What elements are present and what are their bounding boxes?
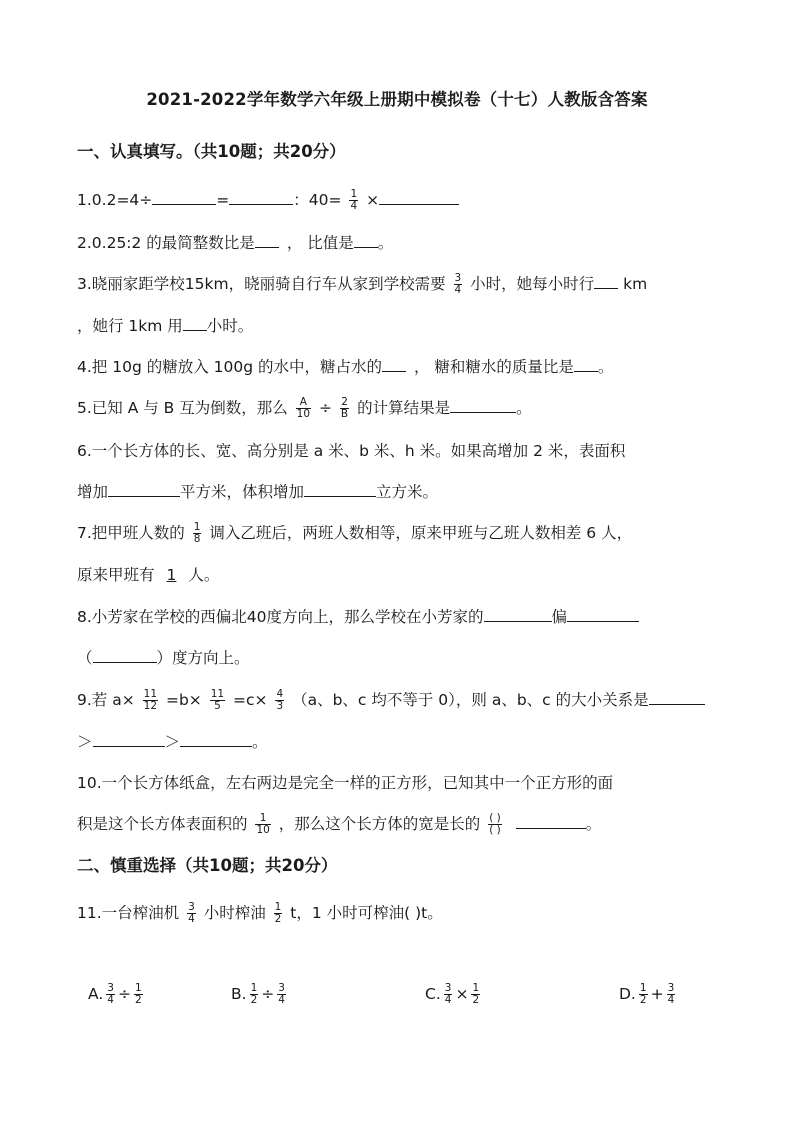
q8-text-d: ）度方向上。 [156,649,250,667]
q6-text-c: 平方米，体积增加 [180,483,305,501]
q9-gt-1: ＞ [77,733,93,751]
q10-fraction: $\frac{1}{10}$ [256,812,270,836]
q6-blank-2[interactable] [304,482,376,497]
q11-text-c: t，1 小时可榨油( )t。 [290,904,443,922]
q2-text-b: ， 比值是 [286,234,354,252]
q9-text-b: =b× [165,691,202,709]
question-9 [77,688,705,712]
q3-text-e: 小时。 [206,317,254,335]
q1-text-a: 1.0.2=4÷ [77,191,153,209]
q9-fraction-3: $\frac{4}{3}$ [276,688,284,712]
q3-text-c: km [623,275,648,293]
q5-text-a: 5.已知 A 与 B 互为倒数，那么 [77,399,288,417]
question-6-cont [77,480,438,502]
question-8-cont [77,646,250,668]
q1-text-d: × [366,191,380,209]
q11-text-a: 11.一台榨油机 [77,904,180,922]
q8-blank-3[interactable] [93,648,157,663]
question-6 [77,439,625,461]
q8-text-b: 偏 [551,608,568,626]
q10-text-d: 。 [585,815,602,833]
q9-gt-2: ＞ [164,733,181,751]
q5-text-b: 的计算结果是 [357,399,451,417]
question-8 [77,605,639,627]
option-b[interactable]: B. $\frac{1}{2}$ ÷ $\frac{3}{4}$ [231,982,285,1006]
q5-operator: ÷ [318,399,332,417]
q4-text-a: 4.把 10g 的糖放入 100g 的水中，糖占水的 [77,358,382,376]
q4-blank-2[interactable] [574,357,598,372]
q7-text-d: 人。 [188,566,220,584]
q3-blank-2[interactable] [183,316,207,331]
q2-blank-1[interactable] [255,233,279,248]
question-3 [77,272,647,296]
q3-text-b: 小时，她每小时行 [470,275,595,293]
q3-text-d: ，她行 1km 用 [77,317,183,335]
q8-text-a: 8.小芳家在学校的西偏北40度方向上，那么学校在小芳家的 [77,608,484,626]
question-9-cont [77,730,268,752]
question-7-cont [77,563,219,585]
q1-blank-3[interactable] [379,190,459,205]
q7-text-a: 7.把甲班人数的 [77,524,185,542]
q6-text-b: 增加 [77,483,109,501]
q9-fraction-2: $\frac{11}{5}$ [210,688,225,712]
q9-blank-1[interactable] [649,690,705,705]
q2-text-c: 。 [377,234,394,252]
q3-blank-1[interactable] [594,274,618,289]
q10-text-a: 10.一个长方体纸盒，左右两边是完全一样的正方形，已知其中一个正方形的面 [77,774,614,792]
q6-text-d: 立方米。 [376,483,439,501]
q10-fraction-blank: $\frac{( )}{( )}$ [489,812,501,836]
q5-fraction-2: $\frac{2}{B}$ [340,396,349,420]
q10-text-c: ，那么这个长方体的宽是长的 [278,815,481,833]
question-11 [77,901,443,925]
q8-text-c: （ [77,649,93,667]
q6-blank-1[interactable] [108,482,180,497]
q4-text-b: ， 糖和糖水的质量比是 [413,358,574,376]
q11-fraction-2: $\frac{1}{2}$ [274,901,282,925]
q7-text-b: 调入乙班后，两班人数相等，原来甲班与乙班人数相差 6 人， [209,524,633,542]
q10-text-b: 积是这个长方体表面积的 [77,815,248,833]
q9-end: 。 [252,733,268,751]
question-10 [77,771,613,793]
q2-text-a: 2.0.25:2 的最简整数比是 [77,234,255,252]
q2-blank-2[interactable] [354,233,378,248]
option-c[interactable]: C. $\frac{3}{4}$ × $\frac{1}{2}$ [425,982,480,1006]
option-a[interactable]: A. $\frac{3}{4}$ ÷ $\frac{1}{2}$ [88,982,142,1006]
q8-blank-2[interactable] [567,607,639,622]
question-4 [77,355,613,377]
q5-fraction-1: $\frac{A}{10}$ [296,396,311,420]
question-2 [77,231,393,253]
q9-text-d: （a、b、c 均不等于 0），则 a、b、c 的大小关系是 [292,691,649,709]
q1-blank-1[interactable] [152,190,216,205]
q4-blank-1[interactable] [382,357,406,372]
q7-answer: 1 [166,566,177,584]
question-1 [77,188,459,212]
q3-fraction: $\frac{3}{4}$ [454,272,462,296]
q1-text-b: = [216,191,230,209]
q8-blank-1[interactable] [484,607,552,622]
page-title: 2021-2022学年数学六年级上册期中模拟卷（十七）人教版含答案 [146,90,648,109]
question-10-cont [77,812,601,836]
q1-fraction: $\frac{1}{4}$ [350,188,358,212]
q9-fraction-1: $\frac{11}{12}$ [143,688,158,712]
question-3-cont [77,314,253,336]
q1-text-c: ：40= [293,191,342,209]
q5-text-c: 。 [516,399,532,417]
q5-blank[interactable] [450,398,516,413]
q9-text-c: =c× [233,691,268,709]
q7-text-c: 原来甲班有 [77,566,155,584]
q7-fraction: $\frac{1}{8}$ [193,521,201,545]
section-1-heading: 一、认真填写。（共10题；共20分） [77,142,346,161]
q9-blank-3[interactable] [180,732,252,747]
q4-text-c: 。 [597,358,614,376]
option-d[interactable]: D. $\frac{1}{2}$ + $\frac{3}{4}$ [619,982,675,1006]
question-5 [77,396,532,420]
q10-blank[interactable] [516,814,586,829]
q3-text-a: 3.晓丽家距学校15km，晓丽骑自行车从家到学校需要 [77,275,446,293]
question-7 [77,521,632,545]
q11-text-b: 小时榨油 [203,904,266,922]
q11-fraction-1: $\frac{3}{4}$ [188,901,195,925]
q6-text-a: 6.一个长方体的长、宽、高分别是 a 米、b 米、h 米。如果高增加 2 米，表面积 [77,442,626,460]
section-2-heading: 二、慎重选择（共10题；共20分） [77,856,338,875]
q1-blank-2[interactable] [229,190,293,205]
q9-text-a: 9.若 a× [77,691,135,709]
q9-blank-2[interactable] [93,732,165,747]
